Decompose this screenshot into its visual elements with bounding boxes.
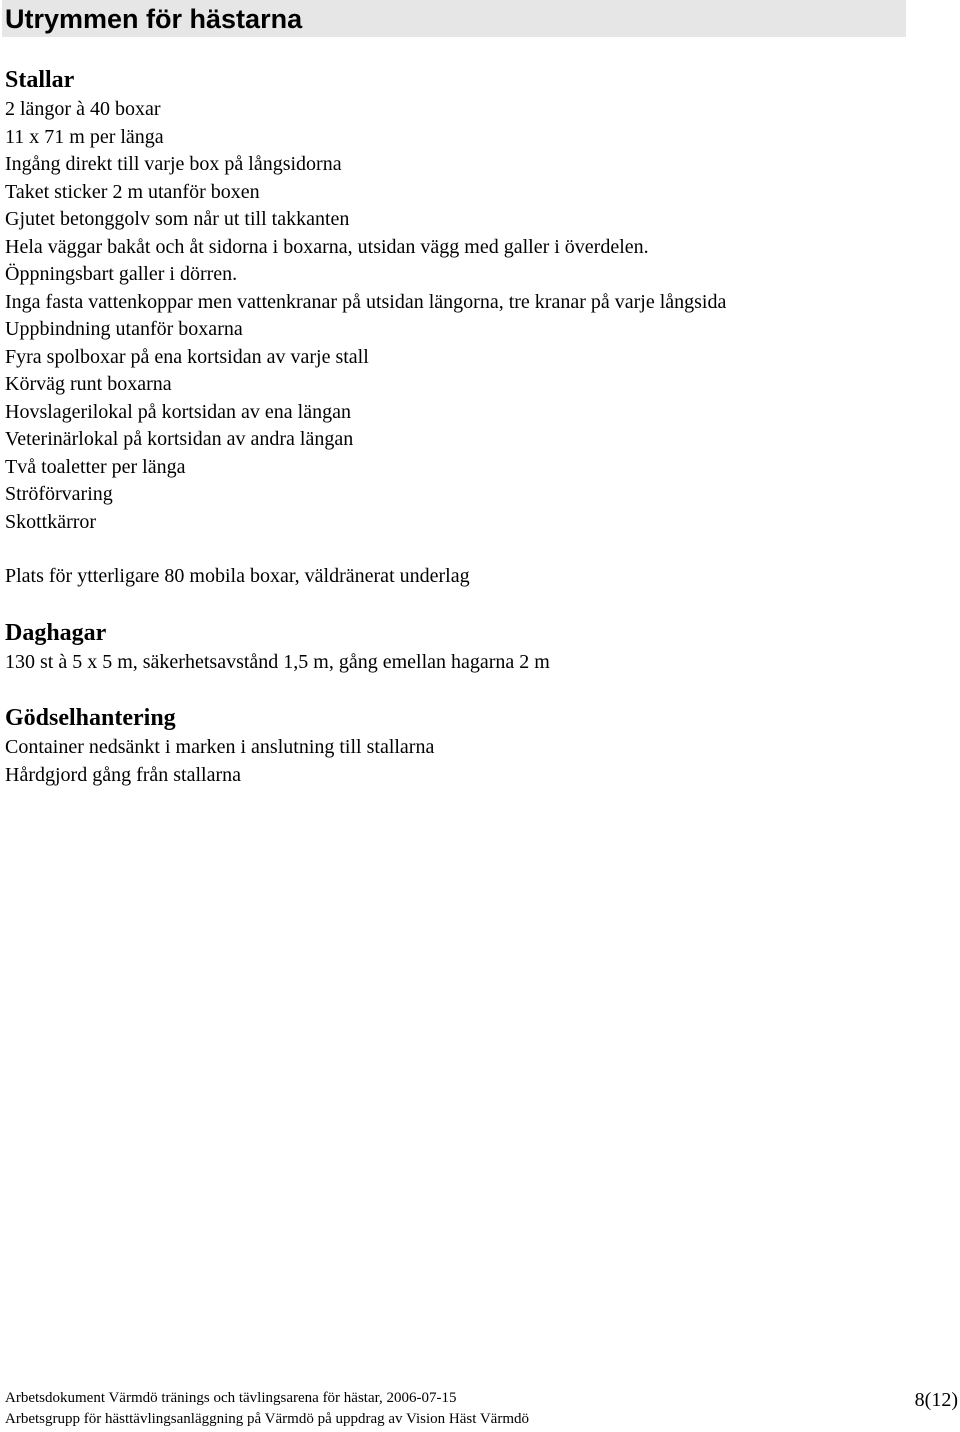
section-heading-stallar: Stallar [5, 67, 75, 93]
list-item: Ströförvaring [5, 483, 113, 505]
title-bar [2, 0, 906, 37]
list-item: Körväg runt boxarna [5, 373, 172, 395]
list-item: Inga fasta vattenkoppar men vattenkranar på utsidan längorna, tre kranar på varje långsida [5, 290, 727, 313]
section-daghagar [5, 617, 955, 677]
list-item: Gjutet betonggolv som når ut till takkanten [5, 208, 350, 230]
list-item: Ingång direkt till varje box på långsidorna [5, 153, 342, 175]
list-item: Uppbindning utanför boxarna [5, 318, 243, 340]
list-item: Fyra spolboxar på ena kortsidan av varje stall [5, 345, 369, 368]
list-item: Två toaletter per länga [5, 455, 186, 478]
page-number: 8(12) [914, 1389, 958, 1411]
spacer [5, 536, 955, 563]
footer-line-document: Arbetsdokument Värmdö tränings och tävlingsarena för hästar, 2006-07-15 [5, 1390, 457, 1406]
list-item: 130 st à 5 x 5 m, säkerhetsavstånd 1,5 m, gång emellan hagarna 2 m [5, 650, 550, 673]
list-item: Hovslagerilokal på kortsidan av ena längan [5, 400, 351, 423]
spacer [5, 676, 955, 702]
list-item: 11 x 71 m per länga [5, 125, 164, 148]
list-item: Öppningsbart galler i dörren. [5, 263, 238, 285]
list-item: Taket sticker 2 m utanför boxen [5, 180, 260, 203]
spacer [5, 591, 955, 617]
section-heading-godselhantering: Gödselhantering [5, 705, 176, 731]
section-heading-daghagar: Daghagar [5, 619, 107, 646]
list-item: Hårdgjord gång från stallarna [5, 763, 242, 786]
section-stallar [5, 64, 955, 591]
page-footer [5, 1388, 529, 1430]
list-item: Skottkärror [5, 510, 97, 533]
list-item: Container nedsänkt i marken i anslutning till stallarna [5, 736, 435, 758]
section-godselhantering [5, 702, 955, 789]
document-body [5, 64, 955, 789]
stallar-extra-note: Plats för ytterligare 80 mobila boxar, väldränerat underlag [5, 565, 470, 587]
page-title: Utrymmen för hästarna [5, 4, 303, 34]
footer-line-group: Arbetsgrupp för hästtävlingsanläggning på Värmdö på uppdrag av Vision Häst Värmdö [5, 1411, 530, 1427]
list-item: Veterinärlokal på kortsidan av andra längan [5, 428, 354, 450]
list-item: 2 längor à 40 boxar [5, 98, 161, 120]
list-item: Hela väggar bakåt och åt sidorna i boxarna, utsidan vägg med galler i överdelen. [5, 235, 649, 258]
